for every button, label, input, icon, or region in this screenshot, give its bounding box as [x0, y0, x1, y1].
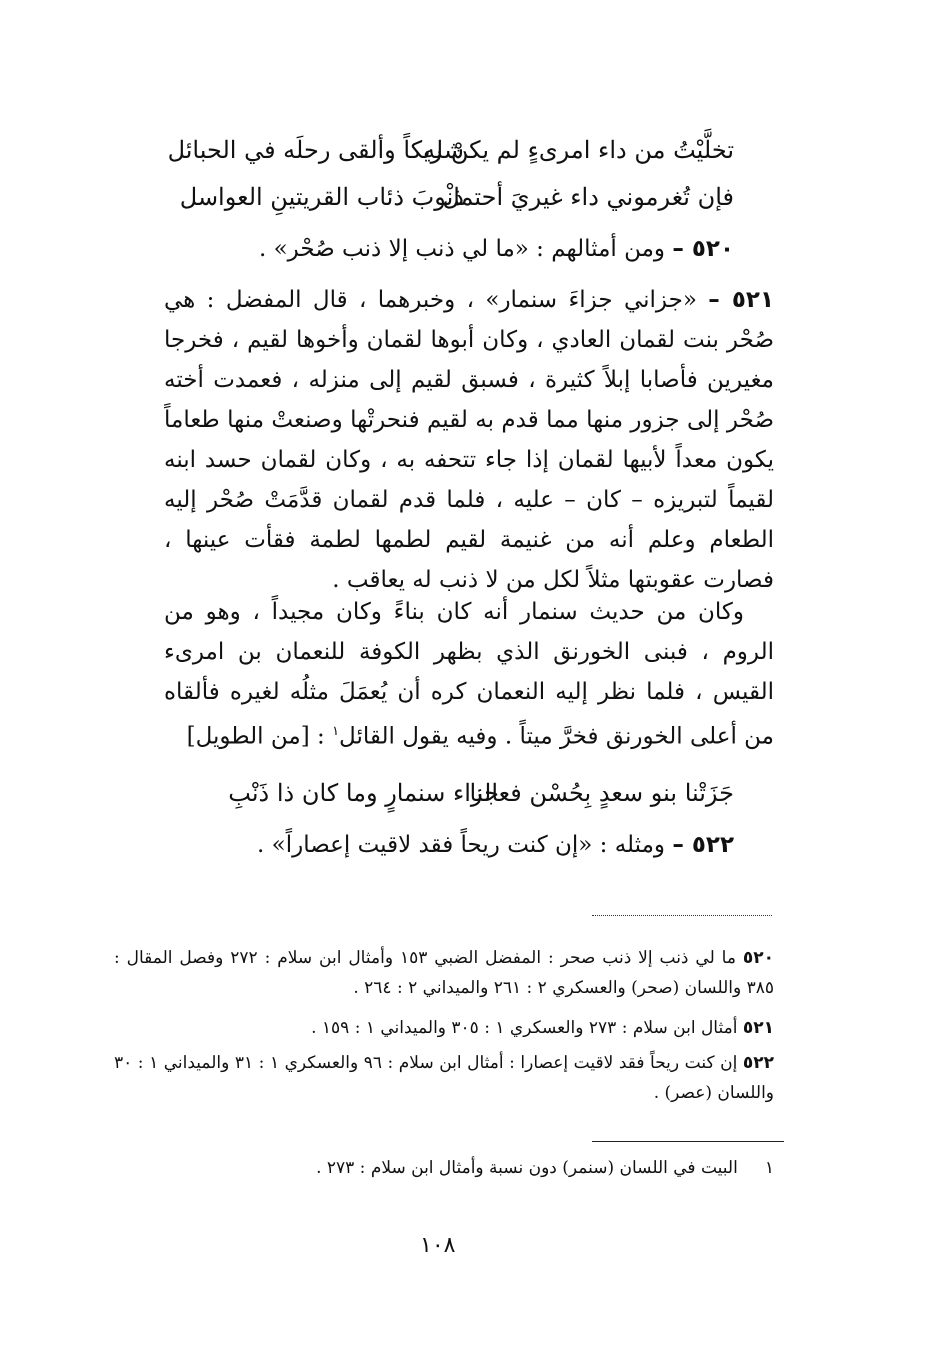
sinimmar-paragraph — [164, 592, 774, 757]
note-522 — [114, 1048, 774, 1108]
footnote-marker: ١ — [332, 724, 340, 739]
verse-2-second-hemistich: ذنوبَ ذئاب القريتينِ العواسل — [179, 183, 464, 211]
entry-text: «جزاني جزاءَ سنمار» ، وخبرهما ، قال المفضل : هي صُحْر بنت لقمان العادي ، وكان أبوها لقمان وأخوها لقيم ، فخرجا مغيرين فأصابا إبلاً كثيرة ، فسبق لقيم إلى منزله ، فعمدت أخته صُحْر إلى جزور منها مما قدم به لقيم فنحرتْها وصنعتْ منها طعاماً يكون معداً لأبيها لقمان إذا جاء تتحفه به ، وكان لقمان حسد ابنه لقيماً لتبريزه – كان – عليه ، فلما قدم لقمان قدَّمَتْ صُحْر إليه الطعام وعلم أنه من غنيمة لقيم لطمها لطمة فقأت عينها ، فصارت عقوبتها مثلاً لكل من لا ذنب له يعاقب . — [164, 287, 774, 593]
footnote-1 — [114, 1153, 774, 1183]
note-number: ٥٢١ — [742, 1018, 774, 1038]
notes-divider — [592, 915, 772, 916]
entry-number: ٥٢١ – — [708, 287, 775, 313]
verse-1-second-hemistich: شريكاً وألقى رحلَه في الحبائل — [167, 136, 464, 164]
verse-3-first-hemistich: جَزَتْنا بنو سعدٍ بِحُسْن فعالنا — [469, 779, 734, 807]
footnote-divider — [592, 1141, 784, 1142]
paragraph-text-end: : [من الطويل] — [186, 723, 333, 750]
note-text: إن كنت ريحاً فقد لاقيت إعصارا : أمثال ابن سلام : ٩٦ والعسكري ١ : ٣١ والميداني ١ : ٣٠ واللسان (عصر) . — [114, 1053, 774, 1103]
note-text: أمثال ابن سلام : ٢٧٣ والعسكري ١ : ٣٠٥ والميداني ١ : ١٥٩ . — [311, 1018, 738, 1038]
note-number: ٥٢٢ — [742, 1053, 774, 1073]
verse-2-first-hemistich: فإن تُغرموني داء غيريَ أحتملْ — [442, 183, 734, 211]
note-text: ما لي ذنب إلا ذنب صحر : المفضل الضبي ١٥٣ وأمثال ابن سلام : ٢٧٢ وفصل المقال : ٣٨٥ واللسان (صحر) والعسكري ٢ : ٢٦١ والميداني ٢ : ٢٦٤ . — [114, 948, 774, 998]
entry-520 — [259, 236, 734, 262]
entry-number: ٥٢٠ – — [672, 236, 734, 262]
entry-522 — [257, 832, 734, 858]
page-number: ١٠٨ — [420, 1233, 456, 1258]
entry-number: ٥٢٢ – — [672, 832, 734, 858]
footnote-text: البيت في اللسان (سنمر) دون نسبة وأمثال ابن سلام : ٢٧٣ . — [316, 1158, 738, 1178]
entry-521 — [164, 280, 774, 600]
footnote-number: ١ — [764, 1158, 774, 1178]
verse-1-first-hemistich: تخلَّيْتُ من داء امرىءٍ لم يكنْ له — [423, 136, 734, 164]
paragraph-text: وكان من حديث سنمار أنه كان بناءً وكان مجيداً ، وهو من الروم ، فبنى الخورنق الذي بظهر الكوفة للنعمان بن امرىء القيس ، فلما نظر إليه النعمان كره أن يُعمَلَ مثلُه لغيره فألقاه من أعلى الخورنق فخرَّ ميتاً . وفيه يقول القائل — [164, 599, 774, 750]
entry-text: ومثله : «إن كنت ريحاً فقد لاقيت إعصاراً» . — [257, 832, 666, 858]
verse-3-second-hemistich: جزاء سنمارٍ وما كان ذا ذَنْبِ — [228, 779, 499, 807]
entry-text: ومن أمثالهم : «ما لي ذنب إلا ذنب صُحْر» . — [258, 236, 666, 262]
note-number: ٥٢٠ — [742, 948, 774, 968]
note-521 — [114, 1013, 774, 1043]
note-520 — [114, 943, 774, 1003]
